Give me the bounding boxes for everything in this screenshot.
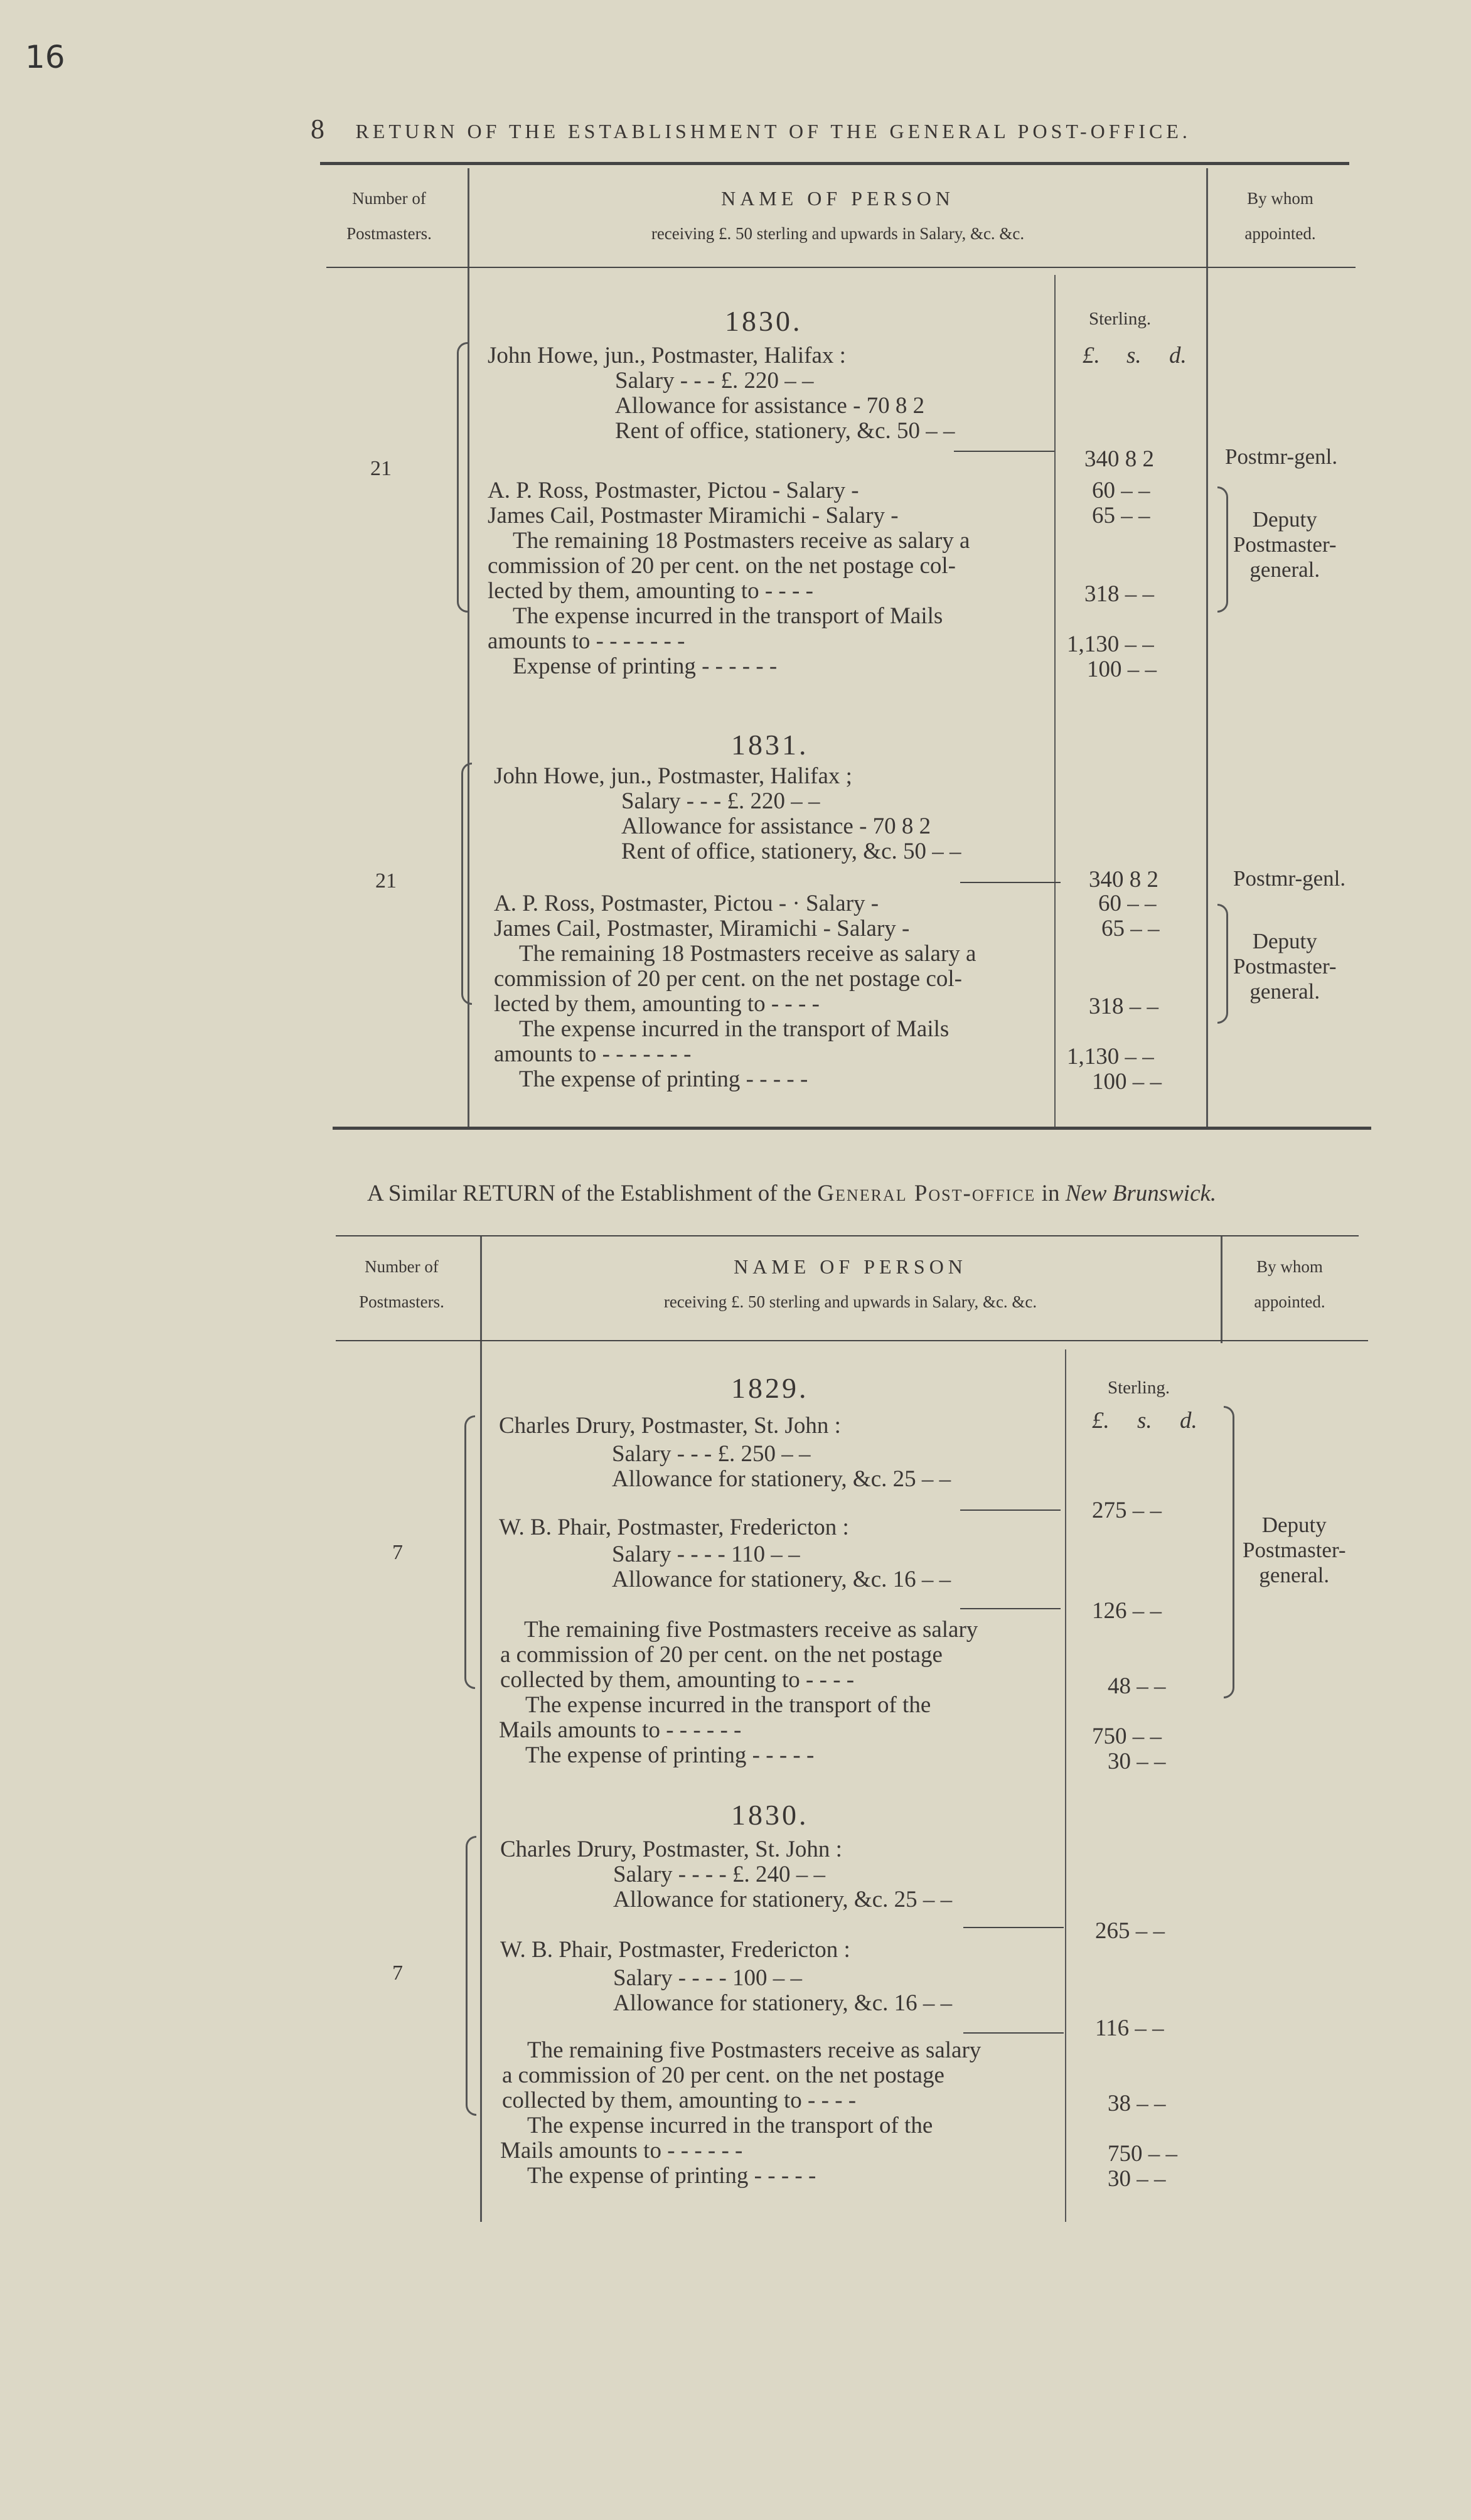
t1-header-rule	[326, 267, 1356, 268]
t1-1830-lsd-shillings: s.	[1126, 343, 1142, 368]
t1-1830-brace	[457, 342, 468, 613]
t1-1830-lsd-pounds: £.	[1083, 343, 1100, 368]
t1-1830-line: The remaining 18 Postmasters receive as salary a	[513, 528, 970, 554]
t2-1830-line: Mails amounts to - - - - - -	[500, 2138, 743, 2163]
t1-1830-by-whom-line: general.	[1249, 557, 1320, 582]
t2-1829-by-whom-deputy	[1243, 1513, 1346, 1588]
head-rule	[320, 162, 1349, 165]
t2-amount-divider	[1065, 1349, 1066, 2222]
running-head-title: RETURN OF THE ESTABLISHMENT OF THE GENERAL POST-OFFICE.	[355, 120, 1191, 142]
t2-1829-line: The remaining five Postmasters receive as salary	[524, 1617, 978, 1643]
t1-1830-count: 21	[370, 457, 392, 480]
t1-col2-header-line1: NAME OF PERSON	[721, 187, 955, 210]
t1-col3-header	[1211, 181, 1349, 251]
t1-1831-line: Allowance for assistance - 70 8 2	[621, 813, 931, 839]
t2-1829-by-whom-line: Postmaster-	[1243, 1538, 1346, 1562]
t2-1829-amount: 30 – –	[1108, 1749, 1166, 1774]
t1-1830-line: Allowance for assistance - 70 8 2	[615, 393, 925, 419]
t2-1829-line: The expense of printing - - - - -	[525, 1742, 815, 1768]
t1-1831-by-whom-line: Deputy	[1252, 929, 1317, 953]
t2-1829-line: W. B. Phair, Postmaster, Fredericton :	[499, 1515, 849, 1540]
t1-1831-line: lected by them, amounting to - - - -	[494, 991, 820, 1017]
t2-1829-sum-rule	[960, 1608, 1061, 1609]
t2-col2-header-line2: receiving £. 50 sterling and upwards in Salary, &c. &c.	[663, 1292, 1037, 1311]
t2-1830-amount: 116 – –	[1095, 2015, 1164, 2041]
t2-1830-amount: 38 – –	[1108, 2091, 1166, 2116]
t1-1831-line: A. P. Ross, Postmaster, Pictou - · Salary -	[494, 891, 879, 916]
t2-1830-line: collected by them, amounting to - - - -	[502, 2088, 857, 2113]
t1-1830-sterling: Sterling.	[1089, 309, 1152, 329]
t1-1831-line: The remaining 18 Postmasters receive as salary a	[519, 941, 976, 967]
t2-1829-sum-rule	[960, 1509, 1061, 1511]
t1-1831-line: Salary - - - £. 220 – –	[621, 788, 820, 814]
running-head	[311, 113, 1191, 145]
t1-1830-line: lected by them, amounting to - - - -	[488, 578, 813, 604]
t2-1830-count: 7	[392, 1961, 403, 1985]
t2-1829-sterling: Sterling.	[1108, 1378, 1170, 1398]
t1-1831-line: commission of 20 per cent. on the net postage col-	[494, 966, 962, 992]
t1-bottom-rule	[333, 1127, 1371, 1130]
t1-amount-divider	[1054, 275, 1056, 1130]
t1-1830-amount: 318 – –	[1084, 581, 1154, 607]
t2-1829-line: The expense incurred in the transport of the	[525, 1692, 931, 1718]
t2-1829-amount: 275 – –	[1092, 1498, 1162, 1523]
t1-1830-line: James Cail, Postmaster Miramichi - Salary -	[488, 503, 899, 528]
t1-1830-amount: 60 – –	[1092, 478, 1150, 503]
t1-1830-lsd-pence: d.	[1169, 343, 1187, 368]
t1-1830-amount: 340 8 2	[1084, 446, 1154, 472]
t1-1831-line: amounts to - - - - - - -	[494, 1041, 692, 1067]
t2-1829-lsd-shillings: s.	[1137, 1408, 1152, 1434]
t2-col3-header-line1: By whom	[1256, 1257, 1323, 1276]
t2-1829-year: 1829.	[731, 1372, 809, 1404]
t2-1830-brace	[466, 1836, 476, 2116]
t2-col2-header	[483, 1249, 1217, 1319]
t2-1830-line: Salary - - - - £. 240 – –	[613, 1862, 826, 1887]
t2-1829-line: Charles Drury, Postmaster, St. John :	[499, 1413, 841, 1439]
caption-place: New Brunswick.	[1065, 1181, 1217, 1206]
t1-1830-year: 1830.	[725, 305, 803, 337]
t2-1829-lsd-pounds: £.	[1092, 1408, 1110, 1434]
t2-1830-line: W. B. Phair, Postmaster, Fredericton :	[500, 1937, 850, 1963]
t2-1829-line: Allowance for stationery, &c. 25 – –	[612, 1466, 951, 1492]
t1-col3-header-line1: By whom	[1247, 189, 1313, 208]
t1-1830-line: A. P. Ross, Postmaster, Pictou - Salary -	[488, 478, 859, 503]
caption-mid: in	[1035, 1181, 1066, 1206]
t1-1830-amount: 1,130 – –	[1067, 631, 1154, 657]
t2-1830-amount: 30 – –	[1108, 2166, 1166, 2192]
t2-1830-amount: 265 – –	[1095, 1918, 1165, 1944]
page-number: 16	[25, 39, 65, 75]
t1-1831-line: Rent of office, stationery, &c. 50 – –	[621, 839, 961, 864]
t1-1831-amount: 340 8 2	[1089, 867, 1158, 893]
t2-1829-by-whom-brace	[1224, 1406, 1234, 1698]
t1-1831-line: James Cail, Postmaster, Miramichi - Salary -	[494, 916, 910, 941]
t2-1829-by-whom-line: general.	[1259, 1563, 1330, 1587]
t1-1831-by-whom-deputy	[1233, 929, 1337, 1004]
t1-1831-amount: 1,130 – –	[1067, 1044, 1154, 1070]
t2-1829-line: a commission of 20 per cent. on the net postage	[500, 1642, 943, 1668]
t1-1830-line: John Howe, jun., Postmaster, Halifax :	[488, 343, 846, 368]
t2-col3-header	[1224, 1249, 1356, 1319]
t2-1829-line: Allowance for stationery, &c. 16 – –	[612, 1567, 951, 1592]
t1-1831-by-whom-postmaster-general: Postmr-genl.	[1233, 866, 1346, 891]
t1-1831-count: 21	[375, 869, 397, 893]
t2-1830-year: 1830.	[731, 1799, 809, 1831]
caption-prefix: A Similar RETURN of the Establishment of the	[367, 1181, 818, 1206]
t2-col1-header-line1: Number of	[365, 1257, 439, 1276]
t1-1830-line: The expense incurred in the transport of Mails	[513, 603, 943, 629]
t2-1830-line: Allowance for stationery, &c. 16 – –	[613, 1990, 953, 2016]
t1-1831-amount: 318 – –	[1089, 994, 1158, 1019]
t2-1830-line: Charles Drury, Postmaster, St. John :	[500, 1836, 842, 1862]
t2-1830-line: Salary - - - - 100 – –	[613, 1965, 803, 1991]
t2-1830-sum-rule	[963, 1927, 1064, 1928]
t1-1830-by-whom-postmaster-general: Postmr-genl.	[1225, 444, 1338, 469]
t2-col3-header-line2: appointed.	[1254, 1292, 1325, 1311]
t2-1830-sum-rule	[963, 2032, 1064, 2034]
t2-col2-header-line1: NAME OF PERSON	[734, 1255, 967, 1278]
t1-1830-line: amounts to - - - - - - -	[488, 628, 685, 654]
t2-header-rule	[336, 1340, 1368, 1341]
t2-1829-line: Mails amounts to - - - - - -	[499, 1717, 742, 1743]
t1-1830-by-whom-deputy	[1233, 507, 1337, 582]
t2-1830-line: a commission of 20 per cent. on the net postage	[502, 2062, 944, 2088]
t1-1831-line: The expense incurred in the transport of Mails	[519, 1016, 949, 1042]
t1-col3-header-line2: appointed.	[1244, 224, 1316, 243]
t1-col1-header-line1: Number of	[352, 189, 426, 208]
t2-header-divider-2	[1221, 1236, 1222, 1343]
t2-1829-amount: 126 – –	[1092, 1598, 1162, 1624]
t1-col2-header-line2: receiving £. 50 sterling and upwards in Salary, &c. &c.	[651, 224, 1025, 243]
t2-1829-brace	[464, 1415, 475, 1689]
t1-1831-by-whom-brace	[1217, 904, 1228, 1024]
t1-1830-amount: 65 – –	[1092, 503, 1150, 528]
t1-1830-by-whom-line: Deputy	[1252, 507, 1317, 532]
running-head-page: 8	[311, 114, 324, 144]
t2-1829-by-whom-line: Deputy	[1261, 1513, 1327, 1537]
t2-top-rule	[336, 1235, 1359, 1236]
t1-1831-line: The expense of printing - - - - -	[519, 1066, 808, 1092]
t1-col2-header	[471, 181, 1205, 251]
t1-1830-by-whom-line: Postmaster-	[1233, 532, 1337, 557]
t1-1831-amount: 100 – –	[1092, 1069, 1162, 1095]
t2-1830-line: The expense of printing - - - - -	[527, 2163, 816, 2189]
t2-header-divider-1	[480, 1236, 482, 2222]
t2-1829-line: collected by them, amounting to - - - -	[500, 1667, 855, 1693]
section-caption	[367, 1180, 1216, 1207]
t2-1829-line: Salary - - - - 110 – –	[612, 1541, 800, 1567]
t2-1830-line: Allowance for stationery, &c. 25 – –	[613, 1887, 953, 1912]
t2-1829-amount: 48 – –	[1108, 1673, 1166, 1699]
t2-1829-count: 7	[392, 1541, 403, 1564]
t1-1831-amount: 65 – –	[1101, 916, 1160, 941]
t1-1831-sum-rule	[960, 882, 1061, 883]
t1-1830-sum-rule	[954, 451, 1054, 452]
t1-1830-amount: 100 – –	[1087, 657, 1157, 682]
t1-1830-line: Expense of printing - - - - - -	[513, 653, 778, 679]
t1-1830-line: Rent of office, stationery, &c. 50 – –	[615, 418, 955, 444]
t1-col1-header	[326, 181, 452, 251]
t1-1830-by-whom-brace	[1217, 486, 1228, 613]
t2-1829-lsd-pence: d.	[1180, 1408, 1197, 1434]
t1-1831-by-whom-line: Postmaster-	[1233, 954, 1337, 979]
t2-1829-amount: 750 – –	[1092, 1724, 1162, 1749]
t1-1831-year: 1831.	[731, 729, 809, 761]
t1-col1-header-line2: Postmasters.	[346, 224, 432, 243]
t2-1829-line: Salary - - - £. 250 – –	[612, 1441, 811, 1467]
t1-1831-amount: 60 – –	[1098, 891, 1157, 916]
t1-1830-line: commission of 20 per cent. on the net postage col-	[488, 553, 956, 579]
t1-1831-brace	[461, 763, 472, 1005]
t2-col1-header-line2: Postmasters.	[359, 1292, 444, 1311]
t2-col1-header	[336, 1249, 468, 1319]
t1-header-divider-2	[1206, 168, 1208, 1130]
t2-1830-line: The expense incurred in the transport of the	[527, 2113, 933, 2138]
t1-1831-by-whom-line: general.	[1249, 979, 1320, 1004]
t2-1830-amount: 750 – –	[1108, 2141, 1177, 2167]
t1-1831-line: John Howe, jun., Postmaster, Halifax ;	[494, 763, 852, 789]
t1-1830-line: Salary - - - £. 220 – –	[615, 368, 814, 394]
caption-small-caps: General Post-office	[817, 1181, 1036, 1206]
t2-1830-line: The remaining five Postmasters receive as salary	[527, 2037, 982, 2063]
